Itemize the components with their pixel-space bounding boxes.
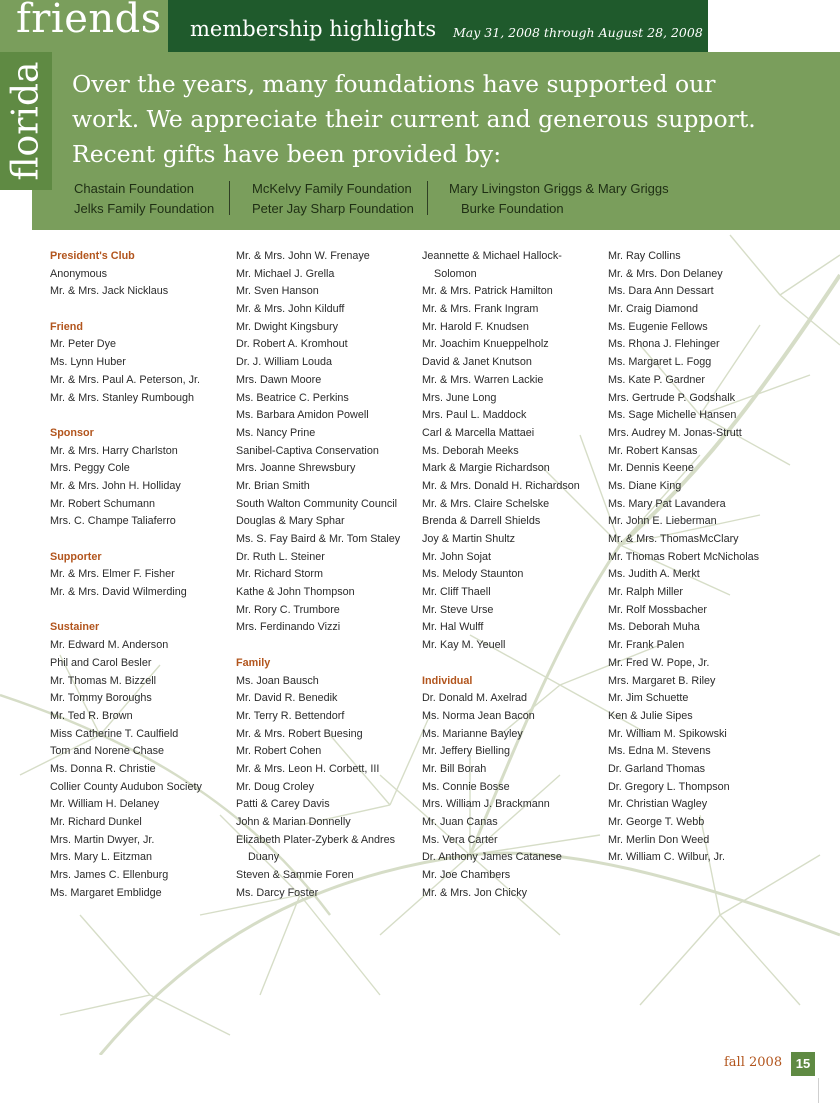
donor-name: Carl & Marcella Mattaei	[422, 426, 535, 439]
foundation-list-2	[252, 179, 414, 219]
spacer	[422, 655, 612, 673]
donor-name: Mr. Ray Collins	[608, 250, 681, 262]
donor-name: Ms. Kate P. Gardner	[608, 373, 706, 386]
donor-name: Mr. Richard Storm	[236, 568, 323, 581]
donor-name: Mr. Thomas M. Bizzell	[50, 674, 156, 687]
donor-name: Ms. Lynn Huber	[50, 356, 126, 369]
category-heading: Sustainer	[50, 621, 100, 634]
section-title: membership highlights	[190, 17, 437, 41]
donor-name: Mrs. Gertrude P. Godshalk	[608, 391, 736, 404]
donor-name: Mr. Tommy Boroughs	[50, 692, 152, 705]
donor-name: Patti & Carey Davis	[236, 798, 330, 811]
category-heading: Friend	[50, 320, 83, 333]
donor-name: Mr. & Mrs. Paul A. Peterson, Jr.	[50, 373, 201, 386]
donor-name: Anonymous	[50, 267, 108, 280]
donor-name: Mr. Ralph Miller	[608, 586, 683, 599]
donor-name: Ms. Deborah Muha	[608, 621, 700, 634]
donor-name: Mr. & Mrs. Elmer F. Fisher	[50, 568, 175, 581]
donor-name: Mr. Peter Dye	[50, 338, 116, 351]
header-bar	[0, 0, 708, 52]
donor-name: Mr. Hal Wulff	[422, 621, 484, 634]
donor-name: Mr. Juan Canas	[422, 816, 498, 828]
donor-name: Ms. Beatrice C. Perkins	[236, 391, 349, 404]
donor-name: Mrs. William J. Brackmann	[422, 798, 550, 811]
donor-name: Mr. Doug Croley	[236, 780, 315, 793]
donor-column-4	[608, 248, 798, 867]
donor-name: Dr. Gregory L. Thompson	[608, 780, 730, 793]
donor-name: Mr. Robert Kansas	[608, 444, 698, 457]
donor-name: Mrs. James C. Ellenburg	[50, 869, 169, 882]
donor-name: Mr. Robert Cohen	[236, 745, 322, 758]
spacer	[50, 407, 240, 425]
donor-name: Ms. Judith A. Merkt	[608, 568, 700, 581]
donor-column-3	[422, 248, 612, 902]
foundation-name: Chastain Foundation	[74, 181, 194, 196]
donor-name: Mrs. Mary L. Eitzman	[50, 851, 152, 864]
donor-name: Mr. & Mrs. David Wilmerding	[50, 586, 187, 599]
donor-name: Mr. Dennis Keene	[608, 462, 694, 475]
donor-name: Mr. & Mrs. Harry Charlston	[50, 444, 178, 457]
page-number: 15	[791, 1052, 815, 1076]
donor-name: Dr. Garland Thomas	[608, 762, 706, 775]
donor-name: Ms. S. Fay Baird & Mr. Tom Staley	[236, 533, 401, 545]
foundation-name: Jelks Family Foundation	[74, 201, 215, 216]
donor-name: Mr. Fred W. Pope, Jr.	[608, 656, 710, 669]
divider	[229, 181, 230, 215]
donor-name: Mr. Michael J. Grella	[236, 267, 335, 280]
donor-name: Mr. & Mrs. Robert Buesing	[236, 727, 363, 740]
donor-name: Ms. Margaret Emblidge	[50, 886, 162, 899]
donor-name: Mr. Cliff Thaell	[422, 586, 491, 599]
footer-rule	[818, 1078, 819, 1103]
donor-name: Miss Catherine T. Caulfield	[50, 727, 179, 740]
donor-name: Ms. Diane King	[608, 479, 682, 492]
donor-name: Phil and Carol Besler	[50, 656, 152, 669]
donor-name: Dr. Robert A. Kromhout	[236, 338, 348, 351]
donor-name: Mr. Edward M. Anderson	[50, 639, 169, 652]
donor-name: Mrs. C. Champe Taliaferro	[50, 515, 176, 528]
donor-name: Mr. William H. Delaney	[50, 798, 160, 811]
donor-name: Mr. Jim Schuette	[608, 692, 689, 705]
donor-name: Mrs. Martin Dwyer, Jr.	[50, 833, 155, 846]
donor-name: Douglas & Mary Sphar	[236, 515, 345, 528]
category-heading: Supporter	[50, 550, 102, 563]
donor-name: Ms. Dara Ann Dessart	[608, 285, 714, 298]
divider	[427, 181, 428, 215]
donor-name: Ms. Melody Staunton	[422, 568, 524, 581]
donor-name: Mr. Ted R. Brown	[50, 709, 133, 722]
donor-name: Dr. Donald M. Axelrad	[422, 692, 528, 705]
donor-name: Ms. Joan Bausch	[236, 674, 319, 687]
donor-name: Mr. & Mrs. Donald H. Richardson	[422, 479, 580, 492]
donor-name: Tom and Norene Chase	[50, 745, 165, 758]
donor-name: Mr. John Sojat	[422, 550, 492, 563]
donor-name: Mr. Bill Borah	[422, 762, 487, 775]
florida-label: florida	[5, 61, 47, 181]
donor-name: Ms. Mary Pat Lavandera	[608, 497, 726, 510]
date-range: May 31, 2008 through August 28, 2008	[453, 25, 703, 40]
donor-name: Mr. & Mrs. John W. Frenaye	[236, 250, 370, 262]
donor-name: Mr. & Mrs. ThomasMcClary	[608, 533, 739, 545]
spacer	[50, 602, 240, 620]
donor-name: Mr. Rolf Mossbacher	[608, 603, 708, 616]
donor-name: Mr. Terry R. Bettendorf	[236, 709, 345, 722]
donor-name: Kathe & John Thompson	[236, 586, 355, 599]
foundation-name: McKelvy Family Foundation	[252, 181, 412, 196]
donor-name: Mrs. Joanne Shrewsbury	[236, 462, 356, 475]
foundation-name: Peter Jay Sharp Foundation	[252, 201, 414, 216]
donor-name: Mr. John E. Lieberman	[608, 515, 717, 528]
donor-name: Steven & Sammie Foren	[236, 869, 354, 882]
donor-name: Mr. David R. Benedik	[236, 692, 338, 705]
donor-name: Mr. & Mrs. John H. Holliday	[50, 479, 181, 492]
donor-name: John & Marian Donnelly	[236, 816, 351, 828]
donor-name: Mr. Rory C. Trumbore	[236, 603, 340, 616]
donor-column-2	[236, 248, 426, 902]
donor-name: Mr. & Mrs. Stanley Rumbough	[50, 391, 195, 404]
foundation-name: Burke Foundation	[461, 201, 564, 216]
intro-line: Recent gifts have been provided by:	[72, 140, 502, 168]
donor-name: Ms. Connie Bosse	[422, 780, 510, 793]
donor-name: Mrs. Ferdinando Vizzi	[236, 621, 341, 634]
donor-column-1	[50, 248, 240, 902]
donor-name: Sanibel-Captiva Conservation	[236, 444, 379, 457]
donor-name: Mark & Margie Richardson	[422, 462, 550, 475]
donor-name: Mrs. June Long	[422, 391, 497, 404]
donor-name: Dr. Anthony James Catanese	[422, 851, 562, 864]
category-heading: Individual	[422, 674, 473, 687]
friends-label: friends	[16, 0, 162, 42]
donor-name: Mr. Craig Diamond	[608, 303, 699, 316]
category-heading: Family	[236, 656, 271, 669]
donor-name: Mr. Harold F. Knudsen	[422, 320, 529, 333]
donor-name: Mr. & Mrs. Don Delaney	[608, 267, 723, 280]
donor-name: Jeannette & Michael Hallock-	[422, 250, 562, 262]
spacer	[236, 637, 426, 655]
florida-tab	[0, 52, 52, 190]
category-heading: President's Club	[50, 250, 135, 262]
donor-name: South Walton Community Council	[236, 497, 398, 510]
donor-name: Duany	[248, 851, 280, 864]
issue-label: fall 2008	[724, 1055, 783, 1070]
donor-name: Mr. Thomas Robert McNicholas	[608, 550, 760, 563]
donor-name: Mr. William M. Spikowski	[608, 727, 727, 740]
donor-name: Ms. Barbara Amidon Powell	[236, 409, 369, 422]
donor-name: Ms. Edna M. Stevens	[608, 745, 711, 758]
donor-name: Mr. & Mrs. Warren Lackie	[422, 373, 544, 386]
donor-name: Mr. Dwight Kingsbury	[236, 320, 339, 333]
donor-name: Mr. Frank Palen	[608, 639, 685, 652]
donor-name: Dr. J. William Louda	[236, 356, 333, 369]
donor-name: Mr. Merlin Don Weed	[608, 833, 710, 846]
donor-name: David & Janet Knutson	[422, 356, 532, 369]
donor-name: Mr. & Mrs. Claire Schelske	[422, 497, 550, 510]
donor-name: Ms. Rhona J. Flehinger	[608, 338, 720, 351]
donor-name: Ms. Deborah Meeks	[422, 444, 519, 457]
intro-line: work. We appreciate their current and generous support.	[72, 105, 756, 133]
donor-name: Mr. & Mrs. Jack Nicklaus	[50, 285, 169, 298]
intro-line: Over the years, many foundations have supported our	[72, 70, 716, 98]
foundation-name: Mary Livingston Griggs & Mary Griggs	[449, 181, 669, 196]
donor-name: Ms. Eugenie Fellows	[608, 320, 708, 333]
donor-name: Mr. & Mrs. John Kilduff	[236, 303, 345, 316]
donor-name: Ms. Donna R. Christie	[50, 762, 156, 775]
donor-name: Solomon	[434, 267, 477, 280]
category-heading: Sponsor	[50, 426, 94, 439]
donor-name: Ms. Margaret L. Fogg	[608, 356, 712, 369]
foundation-list-1	[74, 179, 214, 219]
donor-name: Mrs. Peggy Cole	[50, 462, 130, 475]
donor-name: Dr. Ruth L. Steiner	[236, 550, 325, 563]
intro-text	[72, 67, 822, 172]
donor-name: Joy & Martin Shultz	[422, 533, 516, 545]
donor-name: Mr. William C. Wilbur, Jr.	[608, 851, 725, 864]
donor-name: Ms. Vera Carter	[422, 833, 498, 846]
donor-name: Mrs. Dawn Moore	[236, 373, 322, 386]
spacer	[50, 301, 240, 319]
donor-name: Brenda & Darrell Shields	[422, 515, 541, 528]
donor-name: Mr. Jeffery Bielling	[422, 745, 511, 758]
donor-name: Mr. & Mrs. Jon Chicky	[422, 886, 527, 899]
foundation-list-3	[449, 179, 669, 219]
donor-name: Mr. Christian Wagley	[608, 798, 708, 811]
donor-name: Mr. George T. Webb	[608, 816, 705, 828]
donor-name: Mr. Joachim Knueppelholz	[422, 338, 549, 351]
donor-name: Mrs. Margaret B. Riley	[608, 674, 716, 687]
donor-name: Mr. & Mrs. Patrick Hamilton	[422, 285, 553, 298]
donor-name: Mr. Joe Chambers	[422, 869, 511, 882]
donor-name: Collier County Audubon Society	[50, 780, 202, 793]
donor-name: Mr. Steve Urse	[422, 603, 494, 616]
donor-name: Mr. Kay M. Yeuell	[422, 639, 506, 652]
donor-name: Ms. Sage Michelle Hansen	[608, 409, 737, 422]
donor-name: Ms. Marianne Bayley	[422, 727, 523, 740]
donor-name: Mr. Richard Dunkel	[50, 816, 142, 828]
donor-name: Mr. Robert Schumann	[50, 497, 156, 510]
donor-name: Elizabeth Plater-Zyberk & Andres	[236, 833, 396, 846]
donor-name: Ms. Nancy Prine	[236, 426, 316, 439]
donor-name: Mr. & Mrs. Leon H. Corbett, III	[236, 762, 380, 775]
donor-name: Ms. Norma Jean Bacon	[422, 709, 535, 722]
donor-name: Mrs. Audrey M. Jonas-Strutt	[608, 426, 742, 439]
donor-name: Mr. Brian Smith	[236, 479, 310, 492]
donor-name: Mr. & Mrs. Frank Ingram	[422, 303, 539, 316]
donor-name: Ken & Julie Sipes	[608, 709, 693, 722]
spacer	[50, 531, 240, 549]
friends-label-box	[0, 0, 168, 52]
donor-name: Mrs. Paul L. Maddock	[422, 409, 527, 422]
donor-name: Ms. Darcy Foster	[236, 886, 319, 899]
donor-name: Mr. Sven Hanson	[236, 285, 319, 298]
